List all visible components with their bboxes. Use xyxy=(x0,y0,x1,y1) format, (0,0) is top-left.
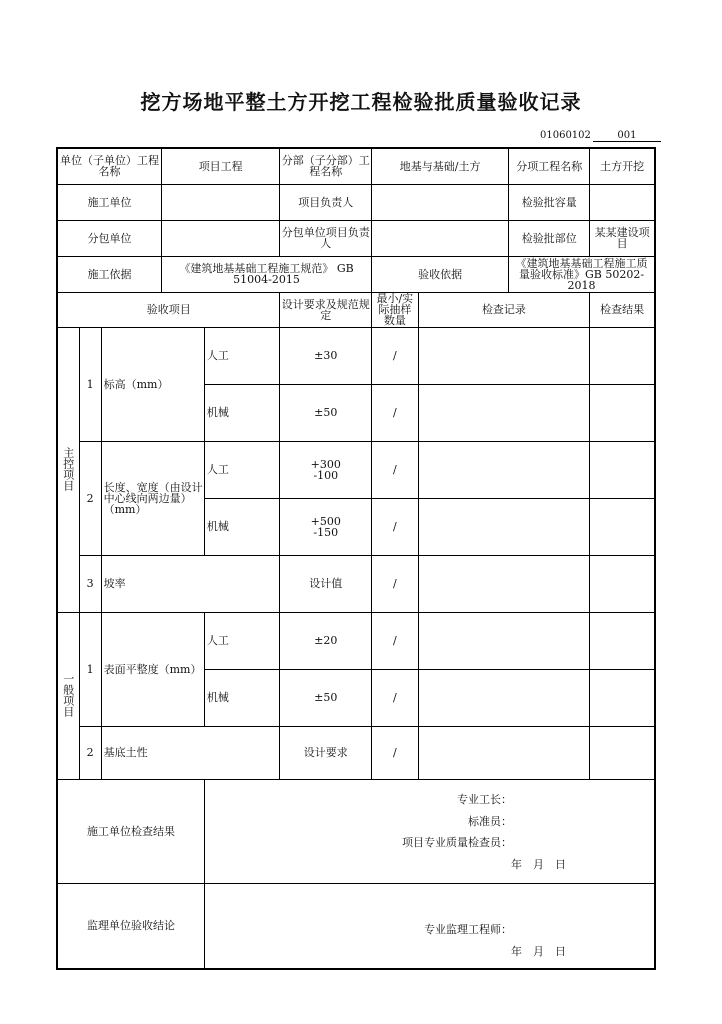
method-label: 机械 xyxy=(204,384,279,441)
col-header-record: 检查记录 xyxy=(418,292,590,327)
unit-name-value: 项目工程 xyxy=(161,148,279,184)
method-label: 人工 xyxy=(204,441,279,498)
subitem-name-label: 分项工程名称 xyxy=(509,148,590,184)
supervision-date: 年 月 日 xyxy=(511,944,566,958)
design-lower: -100 xyxy=(313,468,339,482)
batch-capacity-label: 检验批容量 xyxy=(509,184,590,220)
form-serial-number: 001 xyxy=(593,130,661,142)
design-value: ±50 xyxy=(280,384,372,441)
check-record-cell[interactable] xyxy=(418,555,590,612)
method-label: 机械 xyxy=(204,498,279,555)
construction-basis-value: 《建筑地基基础工程施工规范》 GB 51004-2015 xyxy=(161,256,371,292)
sample-value: / xyxy=(372,669,418,726)
qc-inspector-signature-label: 项目专业质量检查员： xyxy=(402,835,512,849)
construction-check-signatures[interactable] xyxy=(204,779,655,883)
item-number: 1 xyxy=(79,327,101,441)
check-result-cell[interactable] xyxy=(590,726,655,779)
batch-capacity-value[interactable] xyxy=(590,184,655,220)
construction-basis-label: 施工依据 xyxy=(57,256,161,292)
subpart-name-label: 分部（子分部）工程名称 xyxy=(280,148,372,184)
table-row xyxy=(57,327,655,384)
check-result-cell[interactable] xyxy=(590,555,655,612)
table-row xyxy=(57,441,655,498)
check-record-cell[interactable] xyxy=(418,669,590,726)
sub-project-manager-value[interactable] xyxy=(372,220,509,256)
design-upper: +500 xyxy=(310,514,341,528)
item-number: 1 xyxy=(79,612,101,726)
table-row xyxy=(57,726,655,779)
contractor-value[interactable] xyxy=(161,184,279,220)
check-record-cell[interactable] xyxy=(418,726,590,779)
method-label: 机械 xyxy=(204,669,279,726)
batch-location-value: 某某建设项目 xyxy=(590,220,655,256)
sample-value: / xyxy=(372,612,418,669)
col-header-result: 检查结果 xyxy=(590,292,655,327)
design-upper: +300 xyxy=(310,457,341,471)
sub-project-manager-label: 分包单位项目负责人 xyxy=(280,220,372,256)
item-name: 基底土性 xyxy=(101,726,280,779)
check-record-cell[interactable] xyxy=(418,612,590,669)
table-row xyxy=(57,612,655,669)
item-name: 长度、宽度（由设计中心线向两边量）（mm） xyxy=(101,441,204,555)
col-header-sample: 最小/实际抽样数量 xyxy=(372,292,418,327)
sample-value: / xyxy=(372,384,418,441)
batch-location-label: 检验批部位 xyxy=(509,220,590,256)
item-number: 2 xyxy=(79,441,101,555)
design-lower: -150 xyxy=(313,525,339,539)
design-value: 设计值 xyxy=(280,555,372,612)
design-value: 设计要求 xyxy=(280,726,372,779)
item-name: 表面平整度（mm） xyxy=(101,612,204,726)
check-result-cell[interactable] xyxy=(590,498,655,555)
col-header-design: 设计要求及规范规定 xyxy=(280,292,372,327)
main-control-label: 主控项目 xyxy=(57,327,79,612)
item-name: 坡率 xyxy=(101,555,280,612)
item-number: 2 xyxy=(79,726,101,779)
project-manager-label: 项目负责人 xyxy=(280,184,372,220)
form-code xyxy=(540,130,661,142)
subcontractor-label: 分包单位 xyxy=(57,220,161,256)
method-label: 人工 xyxy=(204,327,279,384)
construction-check-date: 年 月 日 xyxy=(511,857,566,871)
check-record-cell[interactable] xyxy=(418,498,590,555)
acceptance-basis-label: 验收依据 xyxy=(372,256,509,292)
general-items-label: 一般项目 xyxy=(57,612,79,779)
sample-value: / xyxy=(372,441,418,498)
design-value xyxy=(280,441,372,498)
construction-check-label: 施工单位检查结果 xyxy=(57,779,204,883)
item-name: 标高（mm） xyxy=(101,327,204,441)
subcontractor-value[interactable] xyxy=(161,220,279,256)
contractor-label: 施工单位 xyxy=(57,184,161,220)
check-record-cell[interactable] xyxy=(418,441,590,498)
supervision-signatures[interactable] xyxy=(204,883,655,969)
supervision-conclusion-label: 监理单位验收结论 xyxy=(57,883,204,969)
sample-value: / xyxy=(372,498,418,555)
design-value: ±30 xyxy=(280,327,372,384)
unit-name-label: 单位（子单位）工程名称 xyxy=(57,148,161,184)
table-row xyxy=(57,555,655,612)
design-value: ±20 xyxy=(280,612,372,669)
subitem-name-value: 土方开挖 xyxy=(590,148,655,184)
inspector-signature-label: 标准员： xyxy=(468,814,512,828)
form-code-number: 01060102 xyxy=(540,130,591,141)
col-header-item: 验收项目 xyxy=(57,292,280,327)
item-number: 3 xyxy=(79,555,101,612)
check-result-cell[interactable] xyxy=(590,612,655,669)
check-result-cell[interactable] xyxy=(590,384,655,441)
inspection-form-table xyxy=(56,147,656,970)
check-result-cell[interactable] xyxy=(590,441,655,498)
design-value: ±50 xyxy=(280,669,372,726)
sample-value: / xyxy=(372,555,418,612)
check-result-cell[interactable] xyxy=(590,327,655,384)
check-record-cell[interactable] xyxy=(418,327,590,384)
form-title: 挖方场地平整土方开挖工程检验批质量验收记录 xyxy=(140,90,582,114)
acceptance-basis-value: 《建筑地基基础工程施工质量验收标准》GB 50202-2018 xyxy=(509,256,655,292)
project-manager-value[interactable] xyxy=(372,184,509,220)
sample-value: / xyxy=(372,327,418,384)
check-result-cell[interactable] xyxy=(590,669,655,726)
foreman-signature-label: 专业工长： xyxy=(457,792,512,806)
method-label: 人工 xyxy=(204,612,279,669)
subpart-name-value: 地基与基础/土方 xyxy=(372,148,509,184)
design-value xyxy=(280,498,372,555)
sample-value: / xyxy=(372,726,418,779)
check-record-cell[interactable] xyxy=(418,384,590,441)
supervising-engineer-signature-label: 专业监理工程师： xyxy=(424,922,512,936)
